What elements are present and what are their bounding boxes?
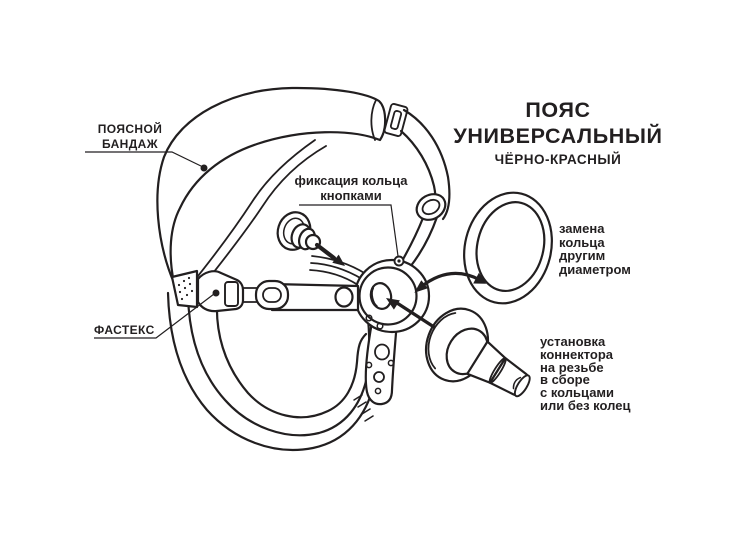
- page-title: [440, 97, 676, 168]
- hub-ring-drawing: [355, 257, 429, 333]
- title-line-1: ПОЯС: [525, 98, 591, 122]
- snap-arrow: [317, 245, 345, 266]
- title-line-2: УНИВЕРСАЛЬНЫЙ: [453, 124, 663, 148]
- arm-d-ring: [256, 281, 288, 309]
- leg-strap-loops: [168, 293, 378, 450]
- lower-strap-drawing: [366, 322, 397, 404]
- fastex-adjuster-triangle: [172, 271, 197, 307]
- spare-ring-drawing: [453, 183, 564, 312]
- label-fastex: ФАСТЕКС: [94, 323, 155, 337]
- connector-drawing: [416, 300, 539, 409]
- fastex-buckle-drawing: [172, 271, 288, 311]
- fastex-slot: [225, 282, 238, 306]
- label-connector-install: установка коннектора на резьбе в сборе с кольцами или без колец: [540, 334, 631, 413]
- label-waist-band: ПОЯСНОЙ БАНДАЖ: [97, 122, 163, 151]
- label-ring-swap: замена кольца другим диаметром: [559, 221, 631, 277]
- title-subtitle: ЧЁРНО-КРАСНЫЙ: [494, 152, 622, 167]
- snap-button-drawing: [273, 208, 320, 254]
- label-ring-fixation: фиксация кольца кнопками: [294, 173, 408, 203]
- slider-buckle-drawing: [384, 103, 408, 136]
